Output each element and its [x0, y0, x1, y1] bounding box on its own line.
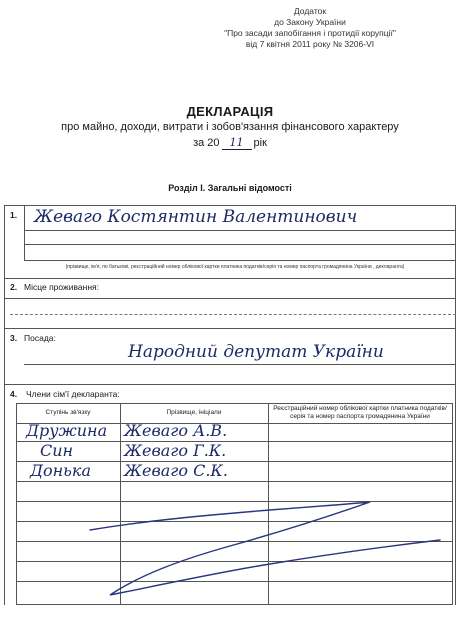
field3-label: Посада:	[24, 333, 56, 343]
year-prefix: за 20	[193, 137, 220, 149]
field1-inner-border	[24, 205, 25, 261]
year-field: 11	[222, 136, 252, 150]
family-row-3-relation: Донька	[30, 461, 91, 480]
year-line	[0, 136, 460, 150]
field1-top-border	[4, 205, 456, 206]
annex-line-2: до Закону України	[274, 17, 346, 27]
family-row-1-name: Жеваго А.В.	[124, 421, 228, 440]
family-row-2-name: Жеваго Г.К.	[124, 441, 227, 460]
field2-label: Місце проживання:	[24, 282, 99, 292]
field3-line-a	[24, 364, 456, 365]
family-row-1-relation: Дружина	[26, 421, 108, 440]
family-header-relation: Ступінь зв'язку	[45, 409, 91, 416]
field2-line-a	[4, 298, 456, 299]
family-header-name: Прізвище, ініціали	[166, 409, 222, 416]
family-row-2-relation: Син	[40, 441, 74, 460]
annex-line-3: "Про засади запобігання і протидії корупції"	[224, 28, 396, 38]
field4-label: Члени сім'ї декларанта:	[26, 389, 120, 399]
field2-bottom-border	[4, 328, 456, 329]
field1-line-a	[24, 230, 456, 231]
field2-line-b	[10, 314, 456, 315]
field3-bottom-border	[4, 384, 456, 385]
field1-bottom-border	[4, 278, 456, 279]
field4-number: 4.	[10, 389, 18, 399]
section-title: Розділ I. Загальні відомості	[168, 183, 292, 193]
document-subtitle: про майно, доходи, витрати і зобов'язання фінансового характеру	[61, 121, 399, 133]
annex-line-1: Додаток	[293, 6, 327, 16]
field1-line-b	[24, 244, 456, 245]
field1-line-c	[24, 260, 456, 261]
annex-line-4: від 7 квітня 2011 року № 3206-VI	[245, 39, 375, 49]
family-header-id: Реєстраційний номер облікової картки платника податків/ серія та номер паспорта громадянина України	[273, 405, 447, 420]
family-row-1-line	[16, 441, 452, 442]
field2-number: 2.	[10, 282, 18, 292]
annex-header	[200, 6, 420, 50]
document-title: ДЕКЛАРАЦІЯ	[186, 104, 274, 119]
field3-value: Народний депутат України	[128, 342, 384, 362]
field1-value: Жеваго Костянтин Валентинович	[34, 207, 358, 227]
strikeout-scribble	[0, 480, 460, 610]
year-suffix: рік	[253, 137, 267, 149]
family-table-top	[16, 403, 452, 404]
family-row-3-name: Жеваго С.К.	[124, 461, 228, 480]
field1-number: 1.	[10, 210, 18, 220]
field1-caption: (прізвище, ім'я, по батькові, реєстраційний номер облікової картки платника податків/серія та номер паспорта громадянина України , декларанта)	[65, 264, 405, 270]
field3-number: 3.	[10, 333, 18, 343]
